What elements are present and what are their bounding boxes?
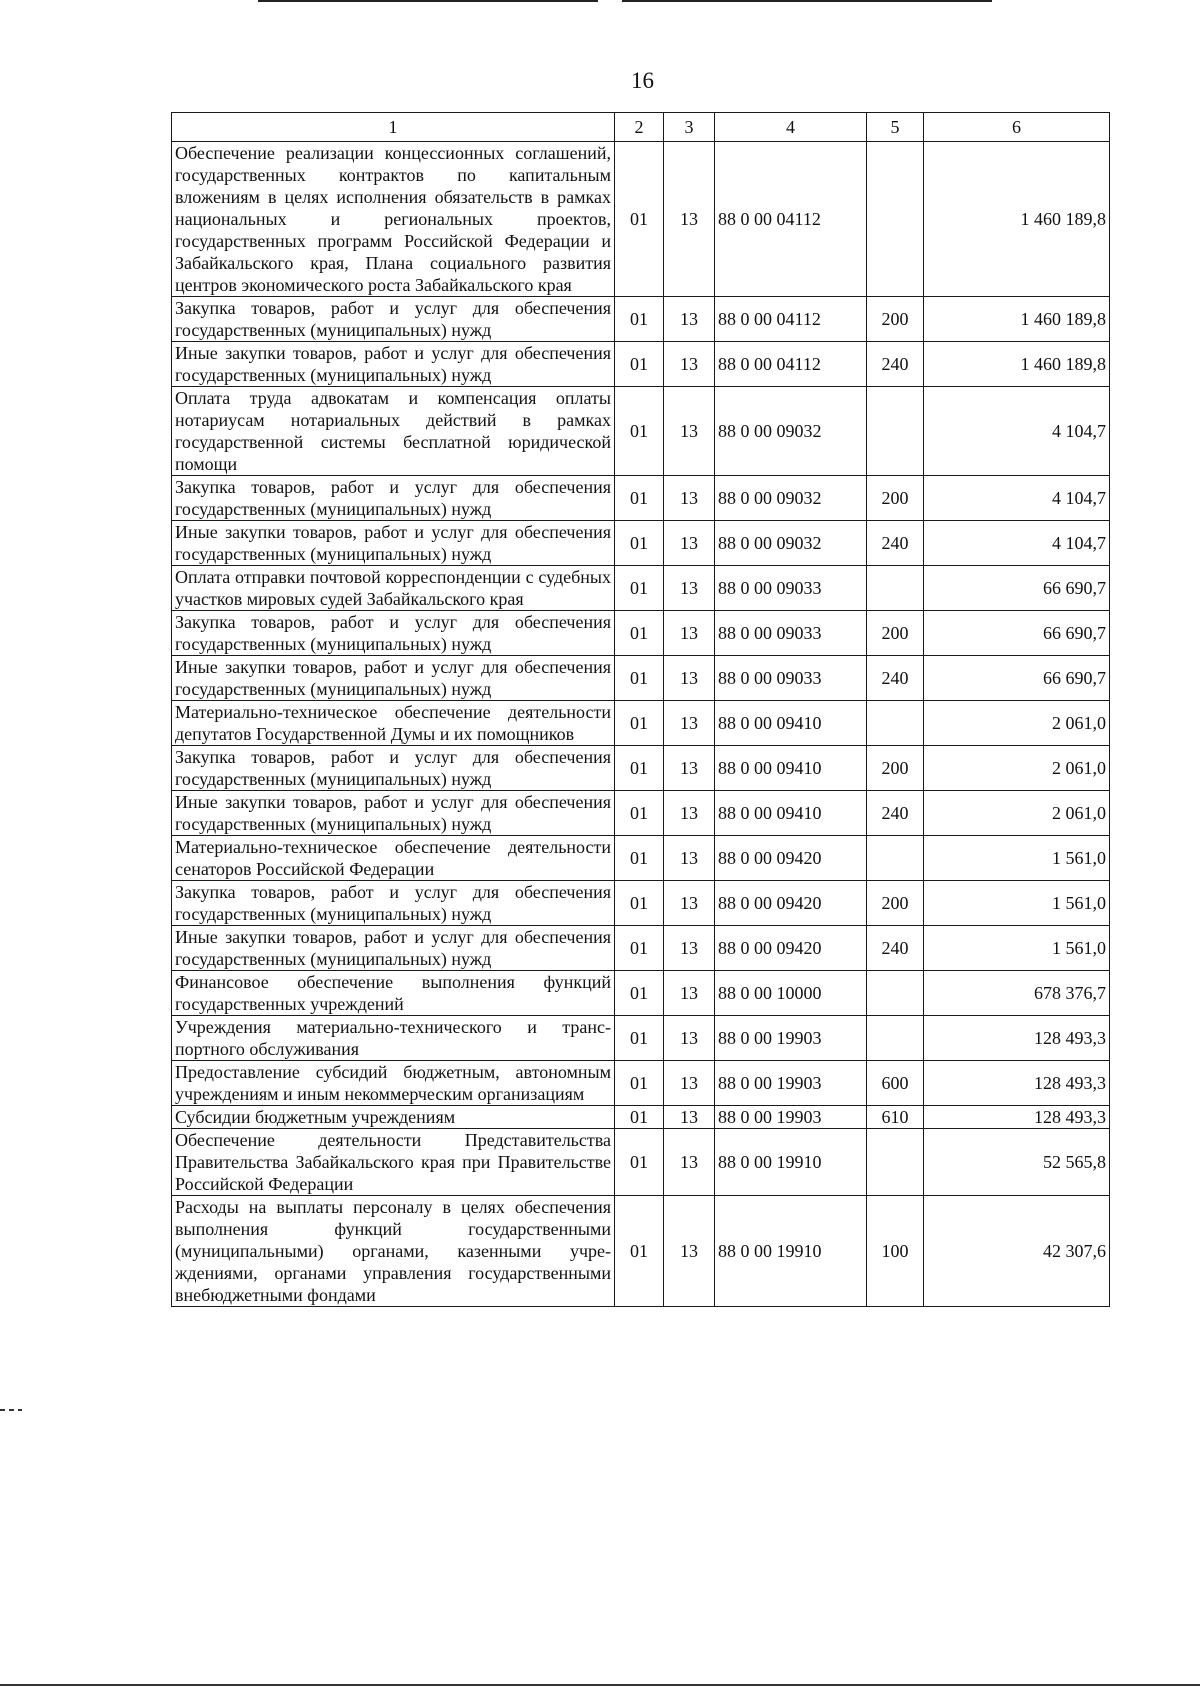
expense-type-cell: 200 xyxy=(867,746,924,791)
target-article-cell: 88 0 00 09032 xyxy=(715,387,867,476)
row-name-cell: Учреждения материально-технического и транспортного обслуживания xyxy=(172,1016,615,1061)
section-code-cell: 01 xyxy=(615,701,664,746)
table-header-row xyxy=(172,113,1110,142)
amount-cell: 4 104,7 xyxy=(924,476,1110,521)
amount-cell: 2 061,0 xyxy=(924,746,1110,791)
subsection-code-cell: 13 xyxy=(664,1106,715,1129)
table-body xyxy=(172,142,1110,1307)
amount-cell: 1 561,0 xyxy=(924,836,1110,881)
subsection-code-cell: 13 xyxy=(664,566,715,611)
scan-edge-bottom xyxy=(0,1684,1200,1686)
expense-type-cell: 240 xyxy=(867,926,924,971)
section-code-cell: 01 xyxy=(615,1061,664,1106)
target-article-cell: 88 0 00 04112 xyxy=(715,342,867,387)
subsection-code-cell: 13 xyxy=(664,791,715,836)
table-row xyxy=(172,1016,1110,1061)
subsection-code-cell: 13 xyxy=(664,881,715,926)
row-name-cell: Закупка товаров, работ и услуг для обеспечения государственных (муниципальных) нужд xyxy=(172,881,615,926)
amount-cell: 4 104,7 xyxy=(924,387,1110,476)
amount-cell: 66 690,7 xyxy=(924,566,1110,611)
amount-cell: 1 460 189,8 xyxy=(924,342,1110,387)
expense-type-cell xyxy=(867,1016,924,1061)
expense-type-cell: 240 xyxy=(867,656,924,701)
table-row xyxy=(172,521,1110,566)
subsection-code-cell: 13 xyxy=(664,297,715,342)
expense-type-cell: 610 xyxy=(867,1106,924,1129)
table-row xyxy=(172,1061,1110,1106)
section-code-cell: 01 xyxy=(615,881,664,926)
scan-edge-top xyxy=(258,0,598,2)
target-article-cell: 88 0 00 04112 xyxy=(715,142,867,297)
section-code-cell: 01 xyxy=(615,656,664,701)
section-code-cell: 01 xyxy=(615,387,664,476)
amount-cell: 42 307,6 xyxy=(924,1196,1110,1307)
expense-type-cell: 600 xyxy=(867,1061,924,1106)
section-code-cell: 01 xyxy=(615,791,664,836)
subsection-code-cell: 13 xyxy=(664,656,715,701)
amount-cell: 66 690,7 xyxy=(924,611,1110,656)
target-article-cell: 88 0 00 09032 xyxy=(715,476,867,521)
subsection-code-cell: 13 xyxy=(664,1061,715,1106)
table-row xyxy=(172,926,1110,971)
expense-type-cell: 240 xyxy=(867,342,924,387)
amount-cell: 1 460 189,8 xyxy=(924,297,1110,342)
row-name-cell: Предоставление субсидий бюджетным, автономным учреждениям и иным некоммерческим организациям xyxy=(172,1061,615,1106)
expense-type-cell xyxy=(867,142,924,297)
table-row xyxy=(172,746,1110,791)
amount-cell: 4 104,7 xyxy=(924,521,1110,566)
row-name-cell: Финансовое обеспечение выполнения функций государственных учреждений xyxy=(172,971,615,1016)
scan-edge-top xyxy=(622,0,992,2)
section-code-cell: 01 xyxy=(615,142,664,297)
subsection-code-cell: 13 xyxy=(664,521,715,566)
target-article-cell: 88 0 00 19903 xyxy=(715,1016,867,1061)
target-article-cell: 88 0 00 19910 xyxy=(715,1196,867,1307)
table-row xyxy=(172,611,1110,656)
expense-type-cell: 200 xyxy=(867,881,924,926)
target-article-cell: 88 0 00 19903 xyxy=(715,1106,867,1129)
target-article-cell: 88 0 00 09032 xyxy=(715,521,867,566)
row-name-cell: Оплата труда адвокатам и компенсация оплаты нотариусам нотариальных действий в рамках государственной системы бесплатной юридической помощи xyxy=(172,387,615,476)
subsection-code-cell: 13 xyxy=(664,1129,715,1196)
expense-type-cell: 240 xyxy=(867,791,924,836)
subsection-code-cell: 13 xyxy=(664,611,715,656)
table-row xyxy=(172,836,1110,881)
row-name-cell: Материально-техническое обеспечение деятельности сенаторов Российской Федерации xyxy=(172,836,615,881)
row-name-cell: Иные закупки товаров, работ и услуг для обеспечения государственных (муниципальных) нужд xyxy=(172,521,615,566)
amount-cell: 66 690,7 xyxy=(924,656,1110,701)
expense-type-cell xyxy=(867,566,924,611)
table-row xyxy=(172,1129,1110,1196)
subsection-code-cell: 13 xyxy=(664,971,715,1016)
column-header: 6 xyxy=(924,113,1110,142)
subsection-code-cell: 13 xyxy=(664,701,715,746)
table-row xyxy=(172,476,1110,521)
target-article-cell: 88 0 00 09410 xyxy=(715,791,867,836)
table-row xyxy=(172,1106,1110,1129)
amount-cell: 128 493,3 xyxy=(924,1016,1110,1061)
subsection-code-cell: 13 xyxy=(664,836,715,881)
target-article-cell: 88 0 00 09033 xyxy=(715,656,867,701)
section-code-cell: 01 xyxy=(615,1129,664,1196)
row-name-cell: Расходы на выплаты персоналу в целях обеспечения выполнения функций государственными (муниципальными) органами, казенными учреждениями, органами управления государственными внебюджетными фондами xyxy=(172,1196,615,1307)
section-code-cell: 01 xyxy=(615,1196,664,1307)
table-row xyxy=(172,342,1110,387)
column-header: 5 xyxy=(867,113,924,142)
amount-cell: 678 376,7 xyxy=(924,971,1110,1016)
row-name-cell: Материально-техническое обеспечение деятельности депутатов Государственной Думы и их помощников xyxy=(172,701,615,746)
column-header: 4 xyxy=(715,113,867,142)
amount-cell: 1 561,0 xyxy=(924,926,1110,971)
section-code-cell: 01 xyxy=(615,566,664,611)
section-code-cell: 01 xyxy=(615,926,664,971)
amount-cell: 1 561,0 xyxy=(924,881,1110,926)
expense-type-cell: 100 xyxy=(867,1196,924,1307)
target-article-cell: 88 0 00 09410 xyxy=(715,746,867,791)
target-article-cell: 88 0 00 04112 xyxy=(715,297,867,342)
expense-type-cell: 200 xyxy=(867,611,924,656)
table-row xyxy=(172,881,1110,926)
column-header: 1 xyxy=(172,113,615,142)
row-name-cell: Закупка товаров, работ и услуг для обеспечения государственных (муниципальных) нужд xyxy=(172,611,615,656)
target-article-cell: 88 0 00 19903 xyxy=(715,1061,867,1106)
table-row xyxy=(172,1196,1110,1307)
section-code-cell: 01 xyxy=(615,836,664,881)
budget-table xyxy=(171,112,1110,1307)
target-article-cell: 88 0 00 09033 xyxy=(715,611,867,656)
expense-type-cell: 240 xyxy=(867,521,924,566)
expense-type-cell xyxy=(867,701,924,746)
section-code-cell: 01 xyxy=(615,611,664,656)
subsection-code-cell: 13 xyxy=(664,476,715,521)
row-name-cell: Иные закупки товаров, работ и услуг для обеспечения государственных (муниципальных) нужд xyxy=(172,926,615,971)
section-code-cell: 01 xyxy=(615,746,664,791)
table-row xyxy=(172,701,1110,746)
table-row xyxy=(172,297,1110,342)
subsection-code-cell: 13 xyxy=(664,142,715,297)
target-article-cell: 88 0 00 10000 xyxy=(715,971,867,1016)
column-header: 3 xyxy=(664,113,715,142)
subsection-code-cell: 13 xyxy=(664,342,715,387)
scan-mark xyxy=(0,1409,22,1411)
table-row xyxy=(172,566,1110,611)
page-number: 16 xyxy=(631,68,654,93)
subsection-code-cell: 13 xyxy=(664,926,715,971)
amount-cell: 2 061,0 xyxy=(924,701,1110,746)
section-code-cell: 01 xyxy=(615,342,664,387)
subsection-code-cell: 13 xyxy=(664,1196,715,1307)
row-name-cell: Иные закупки товаров, работ и услуг для обеспечения государственных (муниципальных) нужд xyxy=(172,342,615,387)
table-row xyxy=(172,387,1110,476)
target-article-cell: 88 0 00 09033 xyxy=(715,566,867,611)
section-code-cell: 01 xyxy=(615,297,664,342)
subsection-code-cell: 13 xyxy=(664,746,715,791)
table-row xyxy=(172,791,1110,836)
subsection-code-cell: 13 xyxy=(664,387,715,476)
row-name-cell: Иные закупки товаров, работ и услуг для обеспечения государственных (муниципальных) нужд xyxy=(172,791,615,836)
expense-type-cell xyxy=(867,387,924,476)
row-name-cell: Обеспечение деятельности Представительства Правительства Забайкальского края при Правительстве Российской Федерации xyxy=(172,1129,615,1196)
table-row xyxy=(172,971,1110,1016)
expense-type-cell: 200 xyxy=(867,297,924,342)
amount-cell: 1 460 189,8 xyxy=(924,142,1110,297)
section-code-cell: 01 xyxy=(615,1106,664,1129)
table-row xyxy=(172,656,1110,701)
amount-cell: 128 493,3 xyxy=(924,1106,1110,1129)
row-name-cell: Субсидии бюджетным учреждениям xyxy=(172,1106,615,1129)
amount-cell: 2 061,0 xyxy=(924,791,1110,836)
row-name-cell: Закупка товаров, работ и услуг для обеспечения государственных (муниципальных) нужд xyxy=(172,297,615,342)
target-article-cell: 88 0 00 09420 xyxy=(715,881,867,926)
table-row xyxy=(172,142,1110,297)
expense-type-cell xyxy=(867,971,924,1016)
column-header: 2 xyxy=(615,113,664,142)
target-article-cell: 88 0 00 19910 xyxy=(715,1129,867,1196)
expense-type-cell xyxy=(867,836,924,881)
expense-type-cell: 200 xyxy=(867,476,924,521)
row-name-cell: Иные закупки товаров, работ и услуг для обеспечения государственных (муниципальных) нужд xyxy=(172,656,615,701)
row-name-cell: Закупка товаров, работ и услуг для обеспечения государственных (муниципальных) нужд xyxy=(172,476,615,521)
amount-cell: 52 565,8 xyxy=(924,1129,1110,1196)
section-code-cell: 01 xyxy=(615,971,664,1016)
section-code-cell: 01 xyxy=(615,476,664,521)
target-article-cell: 88 0 00 09420 xyxy=(715,926,867,971)
amount-cell: 128 493,3 xyxy=(924,1061,1110,1106)
row-name-cell: Оплата отправки почтовой корреспонденции с судебных участков мировых судей Забайкальского края xyxy=(172,566,615,611)
expense-type-cell xyxy=(867,1129,924,1196)
row-name-cell: Обеспечение реализации концессионных соглашений, государственных контрактов по капитальным вложениям в целях исполнения обязательств в рамках национальных и региональных проектов, государственных программ Российской Федерации и Забайкальского края, Плана социального развития центров экономического роста Забайкальского края xyxy=(172,142,615,297)
section-code-cell: 01 xyxy=(615,1016,664,1061)
target-article-cell: 88 0 00 09420 xyxy=(715,836,867,881)
target-article-cell: 88 0 00 09410 xyxy=(715,701,867,746)
row-name-cell: Закупка товаров, работ и услуг для обеспечения государственных (муниципальных) нужд xyxy=(172,746,615,791)
subsection-code-cell: 13 xyxy=(664,1016,715,1061)
section-code-cell: 01 xyxy=(615,521,664,566)
